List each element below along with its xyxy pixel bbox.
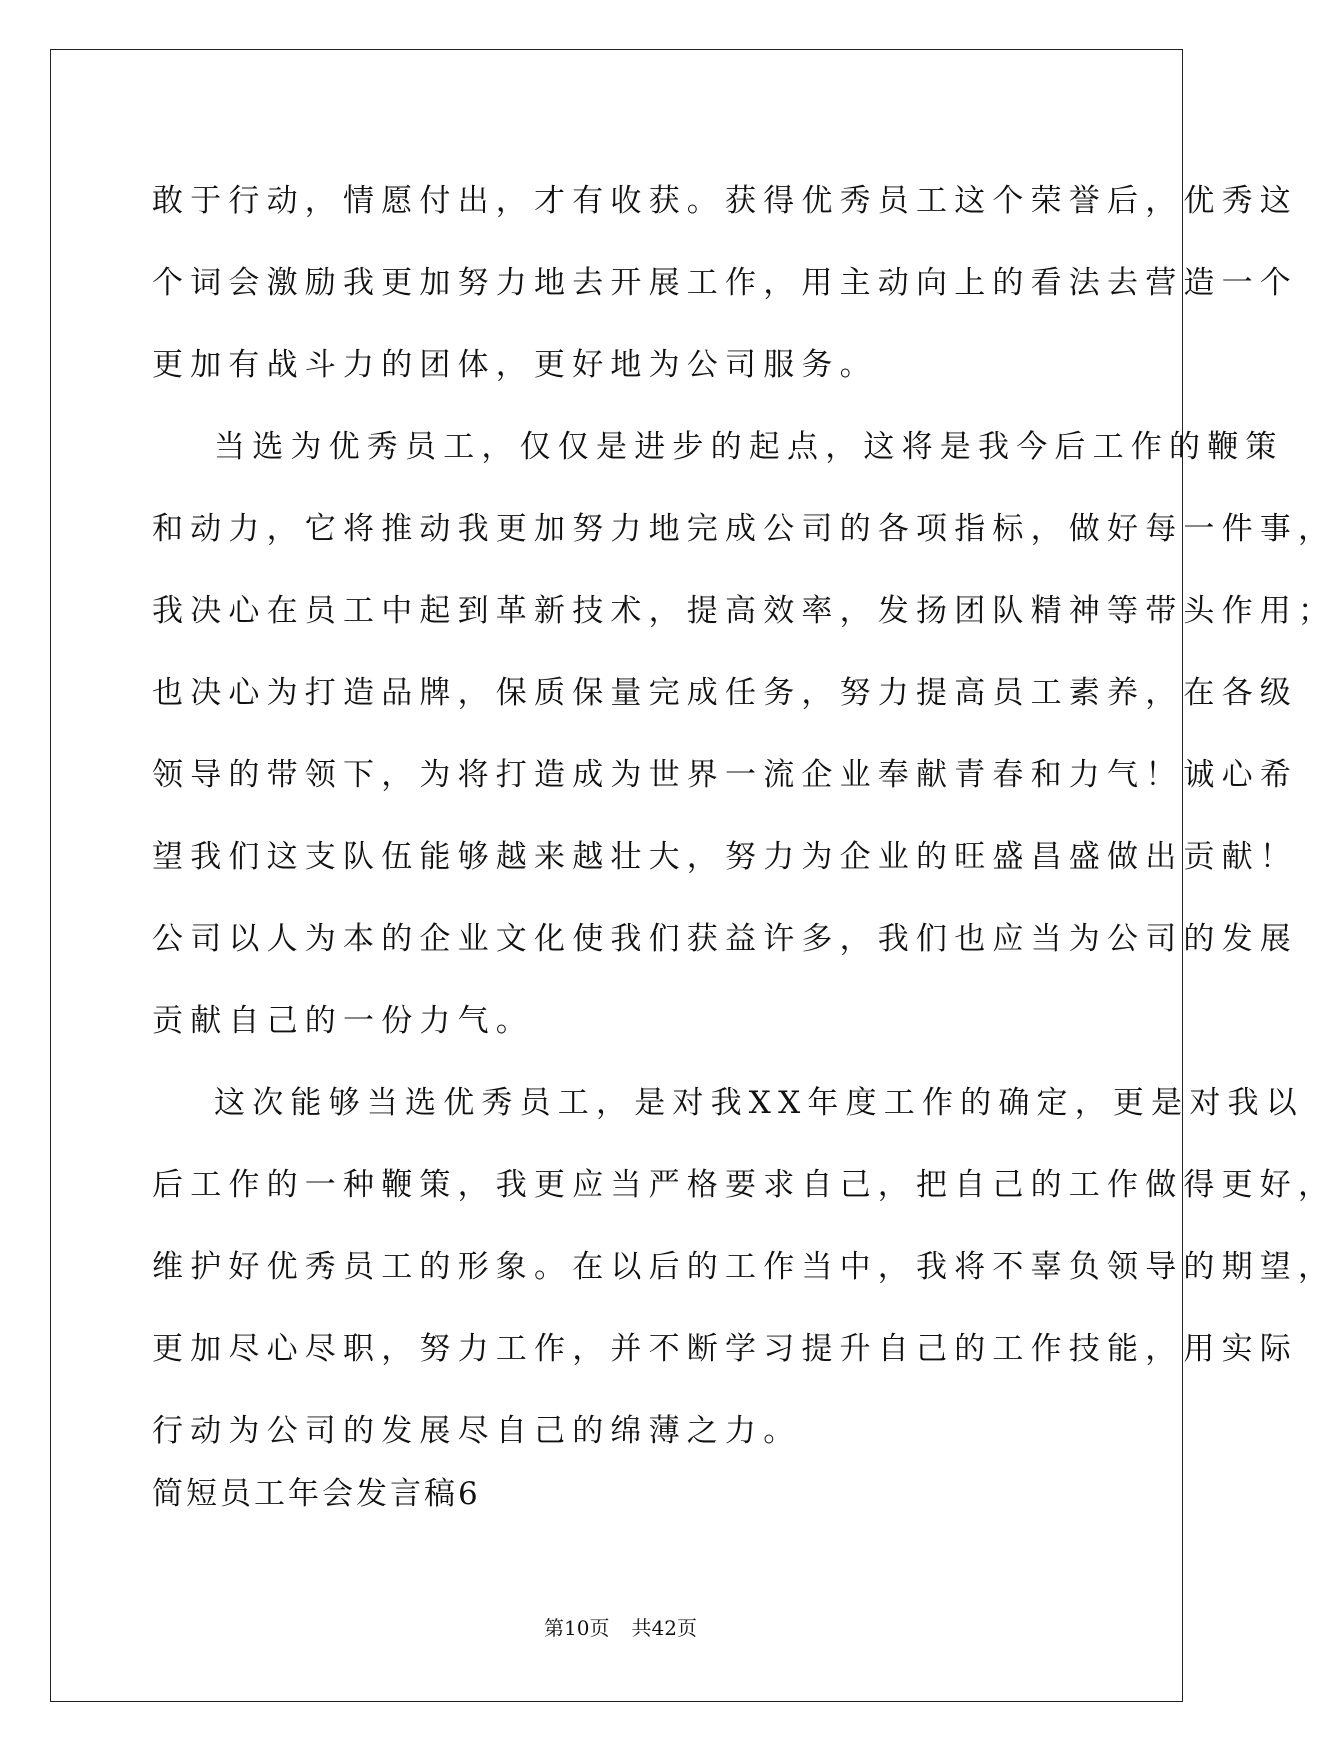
text-line: 我决心在员工中起到革新技术，提高效率，发扬团队精神等带头作用； [152, 593, 1336, 629]
paragraph-start-line: 当选为优秀员工，仅仅是进步的起点，这将是我今后工作的鞭策 [214, 429, 1284, 465]
text-line: 后工作的一种鞭策，我更应当严格要求自己，把自己的工作做得更好， [152, 1167, 1336, 1203]
text-line: 行动为公司的发展尽自己的绵薄之力。 [152, 1413, 802, 1449]
text-line: 更加有战斗力的团体，更好地为公司服务。 [152, 347, 878, 383]
text-line: 敢于行动，情愿付出，才有收获。获得优秀员工这个荣誉后，优秀这 [152, 183, 1298, 219]
section-title: 简短员工年会发言稿6 [152, 1476, 481, 1512]
text-line: 公司以人为本的企业文化使我们获益许多，我们也应当为公司的发展 [152, 921, 1298, 957]
text-line: 领导的带领下，为将打造成为世界一流企业奉献青春和力气！诚心希 [152, 757, 1298, 793]
page-footer [0, 1614, 1241, 1642]
document-body [152, 160, 1336, 1472]
text-line: 个词会激励我更加努力地去开展工作，用主动向上的看法去营造一个 [152, 265, 1298, 301]
text-line: 维护好优秀员工的形象。在以后的工作当中，我将不辜负领导的期望， [152, 1249, 1336, 1285]
total-page-count: 共42页 [631, 1616, 697, 1640]
text-line: 更加尽心尽职，努力工作，并不断学习提升自己的工作技能，用实际 [152, 1331, 1298, 1367]
current-page-number: 第10页 [544, 1616, 610, 1640]
paragraph-start-line: 这次能够当选优秀员工，是对我XX年度工作的确定，更是对我以 [214, 1085, 1304, 1121]
text-line: 望我们这支队伍能够越来越壮大，努力为企业的旺盛昌盛做出贡献！ [152, 839, 1298, 875]
text-line: 也决心为打造品牌，保质保量完成任务，努力提高员工素养，在各级 [152, 675, 1298, 711]
text-line: 贡献自己的一份力气。 [152, 1003, 534, 1039]
text-line: 和动力，它将推动我更加努力地完成公司的各项指标，做好每一件事， [152, 511, 1336, 547]
